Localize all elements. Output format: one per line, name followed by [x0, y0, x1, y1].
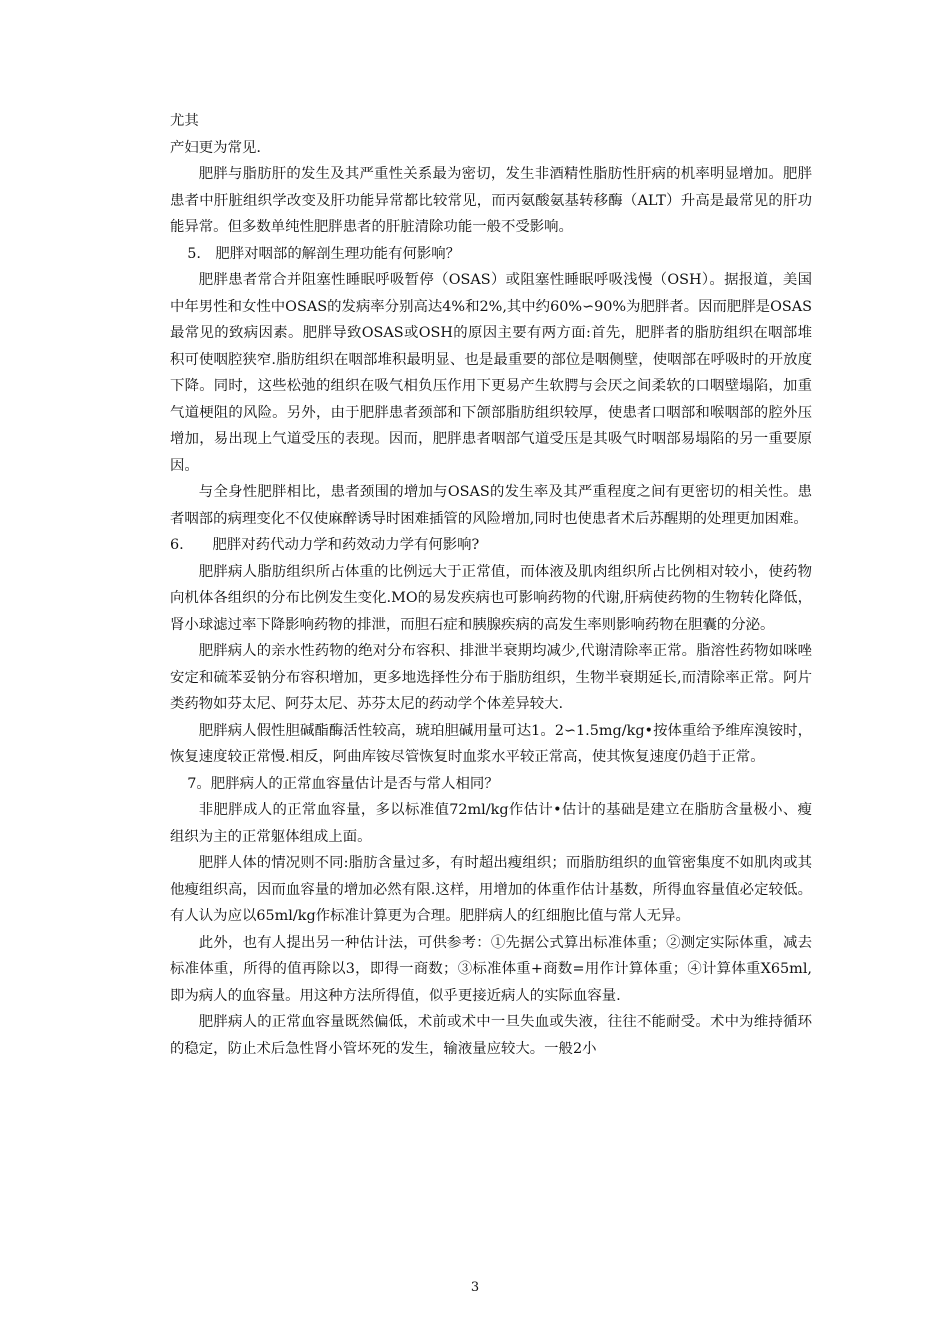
paragraph: 肥胖病人脂肪组织所占体重的比例远大于正常值，而体液及肌肉组织所占比例相对较小，使药物向机体各组织的分布比例发生变化.MO的易发疾病也可影响药物的代谢,肝病使药物的生物转化降低，肾小球滤过率下降影响药物的排泄，而胆石症和胰腺疾病的高发生率则影响药物在胆囊的分泌。 — [170, 563, 812, 633]
paragraph: 此外，也有人提出另一种估计法，可供参考：①先据公式算出标准体重；②测定实际体重，减去标准体重，所得的值再除以3，即得一商数；③标准体重+商数=用作计算体重；④计算体重X65ml,即为病人的血容量。用这种方法所得值，似乎更接近病人的实际血容量. — [170, 934, 812, 1004]
question-heading: 5. 肥胖对咽部的解剖生理功能有何影响？ — [187, 245, 461, 262]
paragraph: 肥胖患者常合并阻塞性睡眠呼吸暂停（OSAS）或阻塞性睡眠呼吸浅慢（OSH）。据报道，美国中年男性和女性中OSAS的发病率分别高达4%和2%,其中约60%∽90%为肥胖者。因而肥胖是OSAS最常见的致病因素。肥胖导致OSAS或OSH的原因主要有两方面:首先，肥胖者的脂肪组织在咽部堆积可使咽腔狭窄.脂肪组织在咽部堆积最明显、也是最重要的部位是咽侧壁，使咽部在呼吸时的开放度下降。同时，这些松弛的组织在吸气相负压作用下更易产生软腭与会厌之间柔软的口咽壁塌陷，加重气道梗阻的风险。另外，由于肥胖患者颈部和下颌部脂肪组织较厚，使患者口咽部和喉咽部的腔外压增加，易出现上气道受压的表现。因而，肥胖患者咽部气道受压是其吸气时咽部易塌陷的另一重要原因。 — [170, 272, 812, 474]
paragraph: 肥胖病人假性胆碱酯酶活性较高，琥珀胆碱用量可达1。2∽1.5mg/kg•按体重给予维库溴铵时，恢复速度较正常慢.相反，阿曲库铵尽管恢复时血浆水平较正常高，使其恢复速度仍趋于正常。 — [170, 722, 812, 765]
question-heading: 7。肥胖病人的正常血容量估计是否与常人相同？ — [187, 775, 499, 792]
paragraph: 肥胖病人的亲水性药物的绝对分布容积、排泄半衰期均减少,代谢清除率正常。脂溶性药物如咪唑安定和硫苯妥钠分布容积增加，更多地选择性分布于脂肪组织，生物半衰期延长,而清除率正常。阿片类药物如芬太尼、阿芬太尼、苏芬太尼的药动学个体差异较大. — [170, 643, 812, 712]
text-line: 产妇更为常见. — [170, 139, 261, 156]
paragraph: 肥胖与脂肪肝的发生及其严重性关系最为密切，发生非酒精性脂肪性肝病的机率明显增加。肥胖患者中肝脏组织学改变及肝功能异常都比较常见，而丙氨酸氨基转移酶（ALT）升高是最常见的肝功能异常。但多数单纯性肥胖患者的肝脏清除功能一般不受影响。 — [170, 166, 812, 235]
paragraph: 肥胖病人的正常血容量既然偏低，术前或术中一旦失血或失液，往往不能耐受。术中为维持循环的稳定，防止术后急性肾小管坏死的发生，输液量应较大。一般2小 — [170, 1014, 812, 1057]
question-heading: 6. 肥胖对药代动力学和药效动力学有何影响? — [170, 537, 480, 553]
paragraph: 与全身性肥胖相比，患者颈围的增加与OSAS的发生率及其严重程度之间有更密切的相关性。患者咽部的病理变化不仅使麻醉诱导时困难插管的风险增加,同时也使患者术后苏醒期的处理更加困难。 — [170, 484, 812, 527]
body-text — [170, 108, 812, 1062]
page-number: 3 — [470, 1280, 480, 1295]
paragraph: 肥胖人体的情况则不同:脂肪含量过多，有时超出瘦组织；而脂肪组织的血管密集度不如肌肉或其他瘦组织高，因而血容量的增加必然有限.这样，用增加的体重作估计基数，所得血容量值必定较低。有人认为应以65ml/kg作标准计算更为合理。肥胖病人的红细胞比值与常人无异。 — [170, 855, 812, 924]
text-line: 尤其 — [170, 113, 199, 129]
paragraph: 非肥胖成人的正常血容量，多以标准值72ml/kg作估计•估计的基础是建立在脂肪含量极小、瘦组织为主的正常躯体组成上面。 — [170, 802, 812, 845]
